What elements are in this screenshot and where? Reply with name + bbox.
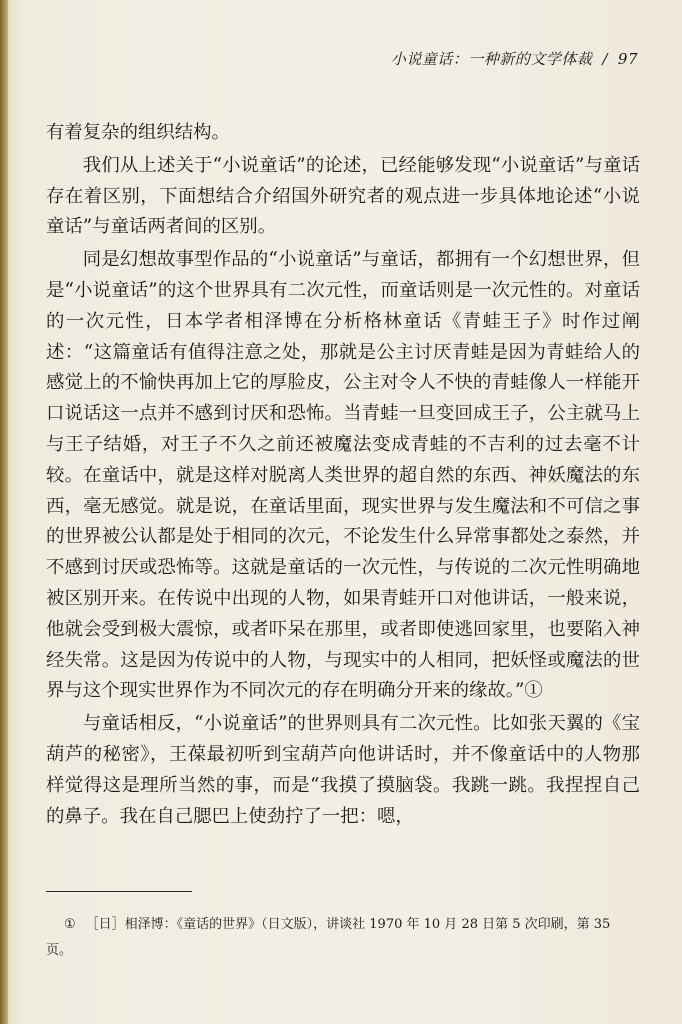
paragraph: 与童话相反，“小说童话”的世界则具有二次元性。比如张天翼的《宝葫芦的秘密》，王葆最初听到宝葫芦向他讲话时，并不像童话中的人物那样觉得这是理所当然的事，而是“我摸了摸脑袋。我跳一跳。我捏捏自己的鼻子。我在自己腮巴上使劲拧了一把：嗯， [46, 713, 640, 827]
paragraph-continued: 有着复杂的组织结构。 [46, 122, 230, 143]
footnote [46, 912, 640, 964]
footnote-divider [46, 891, 192, 892]
footnote-text: ［日］相泽博：《童话的世界》（日文版），讲谈社 1970 年 10 月 28 日第 5 次印刷，第 35 页。 [46, 917, 611, 958]
running-header [391, 48, 638, 69]
paragraph: 同是幻想故事型作品的“小说童话”与童话，都拥有一个幻想世界，但是“小说童话”的这个世界具有二次元性，而童话则是一次元性的。对童话的一次元性，日本学者相泽博在分析格林童话《青蛙王子》时作过阐述：“这篇童话有值得注意之处，那就是公主讨厌青蛙是因为青蛙给人的感觉上的不愉快再加上它的厚脸皮，公主对令人不快的青蛙像人一样能开口说话这一点并不感到讨厌和恐怖。当青蛙一旦变回成王子，公主就马上与王子结婚，对王子不久之前还被魔法变成青蛙的不吉利的过去毫不计较。在童话中，就是这样对脱离人类世界的超自然的东西、神妖魔法的东西，毫无感觉。就是说，在童话里面，现实世界与发生魔法和不可信之事的世界被公认都是处于相同的次元，不论发生什么异常事都处之泰然，并不感到讨厌或恐怖等。这就是童话的一次元性，与传说的二次元性明确地被区别开来。在传说中出现的人物，如果青蛙开口对他讲话，一般来说，他就会受到极大震惊，或者吓呆在那里，或者即使逃回家里，也要陷入神经失常。这是因为传说中的人物，与现实中的人相同，把妖怪或魔法的世界与这个现实世界作为不同次元的存在明确分开来的缘故。”① [46, 249, 640, 702]
footnote-mark: ① [64, 917, 76, 932]
paragraph: 我们从上述关于“小说童话”的论述，已经能够发现“小说童话”与童话存在着区别，下面想结合介绍国外研究者的观点进一步具体地论述“小说童话”与童话两者间的区别。 [46, 154, 640, 238]
main-text [46, 118, 640, 832]
page-number: 97 [617, 50, 638, 68]
book-spine-shadow [0, 0, 8, 1024]
header-separator: / [602, 50, 608, 68]
chapter-title: 小说童话：一种新的文学体裁 [390, 50, 593, 68]
